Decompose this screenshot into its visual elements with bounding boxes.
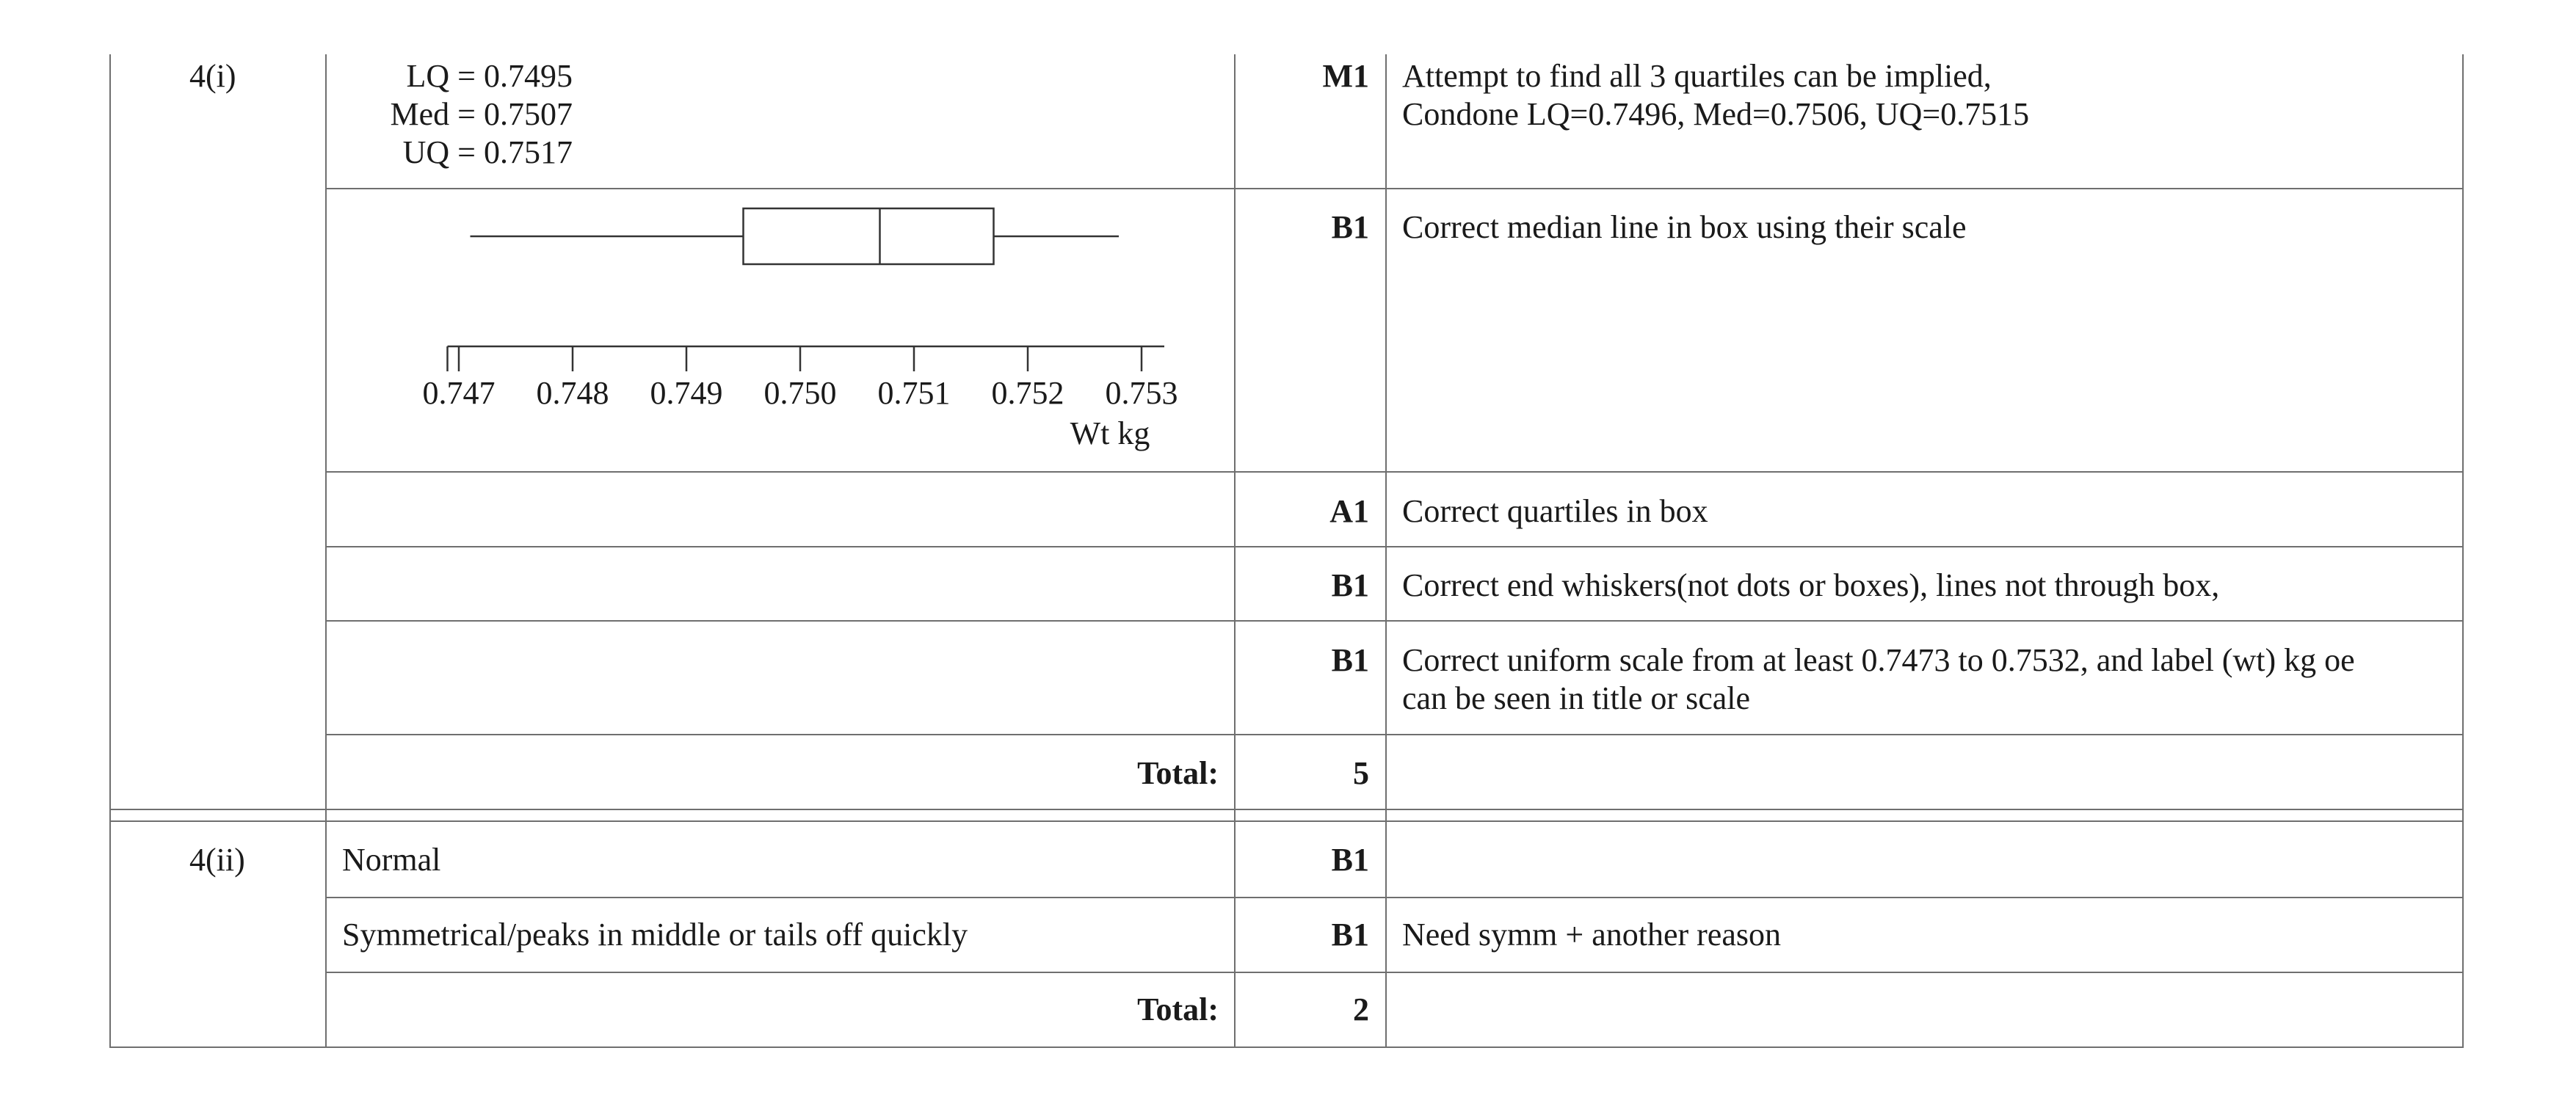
answer-line-uq: UQ = 0.7517 bbox=[402, 134, 573, 170]
guidance-line: Attempt to find all 3 quartiles can be implied, bbox=[1402, 58, 1992, 94]
total-marks: 5 bbox=[1353, 755, 1369, 791]
scale-tick-label: 0.749 bbox=[650, 375, 723, 411]
question-number: 4(i) bbox=[189, 58, 236, 94]
question-number: 4(ii) bbox=[189, 842, 245, 878]
mark-code: M1 bbox=[1322, 58, 1369, 94]
mark-code: B1 bbox=[1331, 917, 1369, 953]
answer-text: Normal bbox=[342, 842, 441, 878]
scale-axis-label: Wt kg bbox=[1070, 415, 1150, 451]
guidance-line: Condone LQ=0.7496, Med=0.7506, UQ=0.7515 bbox=[1402, 96, 2030, 132]
answer-line-lq: LQ = 0.7495 bbox=[406, 58, 573, 94]
mark-code: B1 bbox=[1331, 567, 1369, 603]
guidance-text: Correct quartiles in box bbox=[1402, 493, 1708, 529]
answer-text: Symmetrical/peaks in middle or tails off quickly bbox=[342, 917, 968, 953]
scale-tick-label: 0.751 bbox=[877, 375, 951, 411]
total-label: Total: bbox=[1137, 755, 1219, 791]
total-marks: 2 bbox=[1353, 991, 1369, 1027]
guidance-text: Correct end whiskers(not dots or boxes), lines not through box, bbox=[1402, 567, 2220, 603]
guidance-line: can be seen in title or scale bbox=[1402, 680, 1751, 716]
mark-code: B1 bbox=[1331, 209, 1369, 245]
guidance-text: Correct median line in box using their scale bbox=[1402, 209, 1967, 245]
guidance-line: Correct uniform scale from at least 0.7473 to 0.7532, and label (wt) kg oe bbox=[1402, 642, 2355, 678]
scale-tick-label: 0.748 bbox=[536, 375, 609, 411]
scale-tick-label: 0.753 bbox=[1105, 375, 1178, 411]
scale-tick-label: 0.750 bbox=[763, 375, 837, 411]
box-plot-box bbox=[744, 208, 994, 264]
mark-code: A1 bbox=[1329, 493, 1369, 529]
answer-line-median: Med = 0.7507 bbox=[390, 96, 573, 132]
total-label: Total: bbox=[1137, 991, 1219, 1027]
guidance-text: Need symm + another reason bbox=[1402, 917, 1781, 953]
scale-tick-label: 0.752 bbox=[991, 375, 1064, 411]
mark-code: B1 bbox=[1331, 842, 1369, 878]
scale-tick-label: 0.747 bbox=[422, 375, 496, 411]
mark-code: B1 bbox=[1331, 642, 1369, 678]
